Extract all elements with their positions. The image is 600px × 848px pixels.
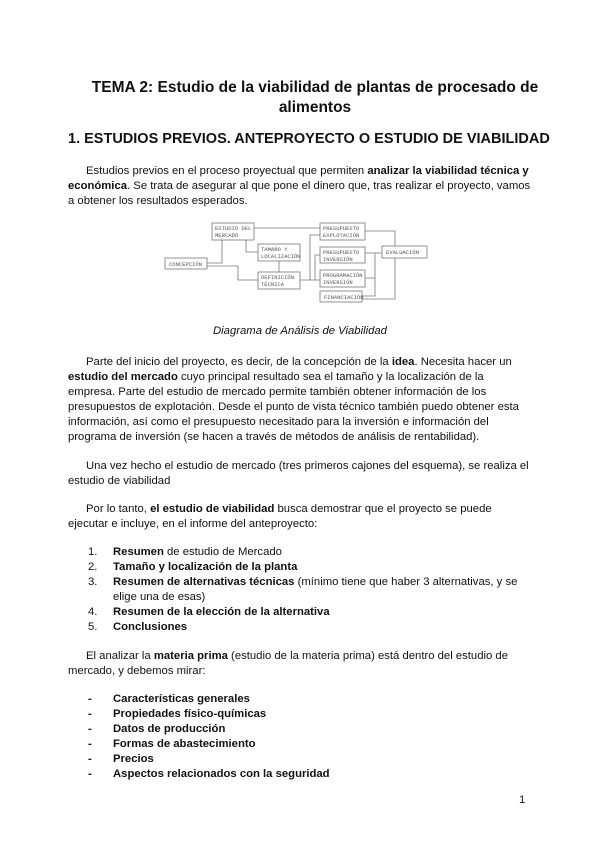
list-number: 1. — [88, 546, 98, 558]
dash-bullet: - — [88, 738, 92, 750]
bold-text: Resumen — [113, 546, 164, 558]
box-concepcion: CONCEPCIÓN — [169, 261, 203, 268]
text: Una vez hecho el estudio de mercado (tres primeros cajones del esquema), se realiza el estudio de viabilidad — [68, 460, 529, 487]
dash-bullet: - — [88, 693, 92, 705]
box-estudio-mercado: ESTUDIO DEL — [215, 225, 252, 232]
list-text — [113, 575, 532, 605]
bold-text: el estudio de viabilidad — [150, 503, 275, 515]
dash-bullet: - — [88, 753, 92, 765]
list-text — [113, 545, 282, 560]
paragraph — [68, 459, 532, 489]
list-text: Formas de abastecimiento — [113, 738, 256, 750]
list-item — [68, 767, 532, 782]
dash-bullet: - — [88, 708, 92, 720]
box-programacion-2: INVERSIÓN — [323, 279, 353, 286]
list-number: 5. — [88, 621, 98, 633]
paragraph — [68, 649, 532, 679]
list-text: Datos de producción — [113, 723, 226, 735]
paragraph — [68, 355, 532, 445]
text: de estudio de Mercado — [163, 546, 282, 558]
list-text: Precios — [113, 753, 154, 765]
box-presupuesto-explotacion-2: EXPLOTACIÓN — [323, 232, 360, 239]
list-number: 3. — [88, 576, 98, 588]
text: Por lo tanto, — [86, 503, 151, 515]
box-tamano: TAMAÑO Y — [261, 246, 288, 253]
diagram-caption: Diagrama de Análisis de Viabilidad — [213, 325, 387, 337]
paragraph — [68, 164, 532, 209]
box-presupuesto-inversion-2: INVERSIÓN — [323, 256, 353, 263]
text: El analizar la — [86, 650, 154, 662]
list-number: 2. — [88, 561, 98, 573]
dash-bullet: - — [88, 723, 92, 735]
bold-text: analizar la viabilidad técnica y económica — [68, 165, 529, 192]
page-title: TEMA 2: Estudio de la viabilidad de plantas de procesado de alimentos — [91, 79, 539, 116]
box-definicion-2: TÉCNICA — [261, 281, 285, 288]
box-tamano-2: LOCALIZACIÓN — [261, 253, 301, 260]
box-presupuesto-explotacion: PRESUPUESTO — [323, 225, 360, 232]
list-item — [68, 737, 532, 752]
bold-text: Tamaño y localización de la planta — [113, 561, 298, 573]
page-number: 1 — [519, 794, 526, 806]
section-heading: 1. ESTUDIOS PREVIOS. ANTEPROYECTO O ESTUDIO DE VIABILIDAD — [68, 131, 550, 147]
dash-bullet: - — [88, 768, 92, 780]
list-text — [113, 560, 297, 575]
box-financiacion: FINANCIACIÓN — [324, 294, 364, 301]
viability-diagram — [160, 218, 440, 308]
dash-list — [68, 692, 532, 782]
text: cuyo principal resultado sea el tamaño y la localización de la empresa. Parte del estudio de mercado permite también obtener información de los presupuestos de explotación. Desde el punto de vista técnico también puedo obtener esta información, así como el presupuesto necesitado para la inversión e información del programa de inversión (se hacen a través de métodos de análisis de rentabilidad). — [68, 371, 519, 443]
paragraph — [68, 502, 532, 532]
bold-text: idea — [391, 356, 415, 368]
list-item — [68, 560, 532, 575]
bold-text: materia prima — [153, 650, 228, 662]
list-item — [68, 752, 532, 767]
text: (mínimo tiene que haber 3 alternativas, y se elige una de esas) — [113, 576, 518, 603]
list-text — [113, 620, 187, 635]
text: . Se trata de asegurar al que pone el dinero que, tras realizar el proyecto, vamos a obtener los resultados esperados. — [68, 180, 531, 207]
bold-text: Resumen de la elección de la alternativa — [113, 606, 330, 618]
list-number: 4. — [88, 606, 98, 618]
bold-text: estudio del mercado — [68, 371, 178, 383]
list-item — [68, 620, 532, 635]
list-item — [68, 722, 532, 737]
list-text: Aspectos relacionados con la seguridad — [113, 768, 330, 780]
text: (estudio de la materia prima) está dentro del estudio de mercado, y debemos mirar: — [68, 650, 508, 677]
list-text: Propiedades físico-químicas — [113, 708, 267, 720]
list-item — [68, 545, 532, 560]
box-definicion: DEFINICIÓN — [261, 274, 295, 281]
bold-text: Conclusiones — [113, 621, 188, 633]
text: . Necesita hacer un — [414, 356, 512, 368]
bold-text: Resumen de alternativas técnicas — [113, 576, 295, 588]
list-item — [68, 707, 532, 722]
text: busca demostrar que el proyecto se puede ejecutar e incluye, en el informe del anteproyecto: — [68, 503, 492, 530]
box-estudio-mercado-2: MERCADO — [215, 232, 239, 239]
box-presupuesto-inversion: PRESUPUESTO — [323, 249, 360, 256]
list-text — [113, 605, 330, 620]
list-item — [68, 692, 532, 707]
list-text: Características generales — [113, 693, 250, 705]
list-item — [68, 575, 532, 605]
list-item — [68, 605, 532, 620]
text: Estudios previos en el proceso proyectual que permiten — [86, 165, 368, 177]
numbered-list — [68, 545, 532, 635]
box-programacion: PROGRAMACIÓN — [323, 272, 363, 279]
box-evaluacion: EVALUACIÓN — [386, 249, 420, 256]
text: Parte del inicio del proyecto, es decir, de la concepción de la — [86, 356, 392, 368]
